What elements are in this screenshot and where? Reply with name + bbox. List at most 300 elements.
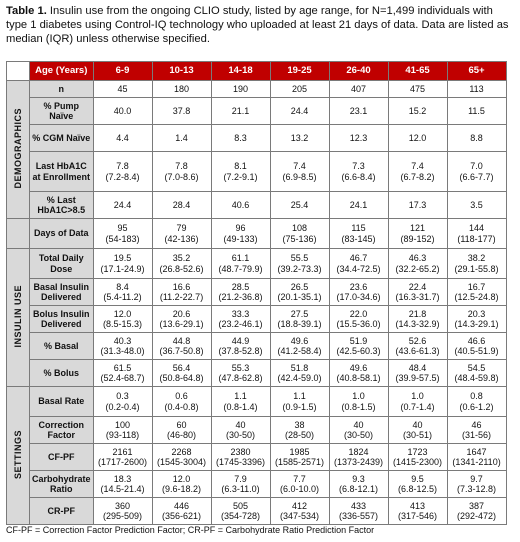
- median-value: 28.5: [231, 281, 250, 292]
- value-cell: [270, 387, 329, 417]
- iqr-value: (34.4-72.5): [336, 263, 381, 274]
- median-value: 2380: [230, 446, 251, 457]
- col-header: 65+: [447, 62, 506, 81]
- table-row: [7, 333, 507, 360]
- col-header: 41-65: [388, 62, 447, 81]
- table-row: [7, 387, 507, 417]
- iqr-value: (14.3-32.9): [395, 319, 440, 329]
- median-value: 9.7: [470, 473, 483, 484]
- value-cell: [270, 81, 329, 98]
- median-value: 7.0: [470, 161, 483, 172]
- value-cell: [211, 387, 270, 417]
- median-value: 412: [292, 500, 308, 511]
- value-cell: [447, 360, 506, 387]
- value-cell: [211, 125, 270, 152]
- median-value: 96: [235, 223, 246, 234]
- value-cell: [211, 498, 270, 525]
- iqr-value: (1373-2439): [333, 457, 384, 467]
- iqr-value: (28-50): [285, 430, 315, 440]
- value-cell: [270, 417, 329, 444]
- iqr-value: (32.2-65.2): [395, 263, 440, 274]
- median-value: 56.4: [172, 362, 191, 373]
- iqr-value: (8.5-15.3): [103, 319, 143, 329]
- table-body: [7, 81, 507, 525]
- iqr-value: (29.1-55.8): [454, 263, 499, 274]
- median-value: 79: [176, 223, 187, 234]
- median-value: 51.9: [349, 335, 368, 346]
- value-cell: [388, 498, 447, 525]
- row-label: Carbohydrate Ratio: [30, 471, 94, 498]
- value-cell: [152, 219, 211, 249]
- value-cell: [93, 125, 152, 152]
- value-cell: [447, 306, 506, 333]
- value-cell: [152, 417, 211, 444]
- value-cell: [152, 471, 211, 498]
- data-table: [6, 61, 507, 525]
- iqr-value: (31-56): [462, 430, 492, 440]
- median-value: 37.8: [172, 105, 191, 116]
- iqr-value: (17.1-24.9): [100, 263, 145, 274]
- median-value: 16.6: [172, 281, 191, 292]
- value-cell: [211, 249, 270, 279]
- value-cell: [152, 125, 211, 152]
- value-cell: [270, 333, 329, 360]
- iqr-value: (14.5-21.4): [100, 484, 145, 494]
- iqr-value: (0.8-1.4): [223, 401, 258, 412]
- value-cell: [329, 387, 388, 417]
- median-value: 61.1: [231, 253, 250, 264]
- value-cell: [93, 333, 152, 360]
- median-value: 21.8: [408, 308, 427, 319]
- value-cell: [211, 306, 270, 333]
- median-value: 7.8: [116, 161, 129, 172]
- median-value: 190: [233, 83, 249, 94]
- iqr-value: (49-133): [223, 233, 258, 244]
- row-label: % Bolus: [30, 360, 94, 387]
- iqr-value: (6.8-12.5): [398, 484, 438, 494]
- median-value: 46.3: [408, 253, 427, 264]
- value-cell: [93, 444, 152, 471]
- row-label: Basal Insulin Delivered: [30, 279, 94, 306]
- table-row: [7, 498, 507, 525]
- table-row: [7, 360, 507, 387]
- table-row: [7, 417, 507, 444]
- median-value: 9.3: [352, 473, 365, 484]
- iqr-value: (40.8-58.1): [336, 373, 381, 383]
- iqr-value: (30-50): [226, 430, 256, 440]
- median-value: 446: [174, 500, 190, 511]
- median-value: 19.5: [113, 253, 132, 264]
- row-label: CR-PF: [30, 498, 94, 525]
- value-cell: [329, 98, 388, 125]
- median-value: 12.0: [172, 473, 191, 484]
- corner-cell: [7, 62, 30, 81]
- value-cell: [388, 444, 447, 471]
- iqr-value: (6.0-10.0): [280, 484, 320, 494]
- median-value: 55.5: [290, 253, 309, 264]
- iqr-value: (11.2-22.7): [159, 292, 204, 302]
- median-value: 1.4: [175, 132, 188, 143]
- median-value: 387: [469, 500, 485, 511]
- table-row: [7, 152, 507, 192]
- iqr-value: (48.4-59.8): [454, 373, 499, 383]
- col-header: 26-40: [329, 62, 388, 81]
- median-value: 16.7: [467, 281, 486, 292]
- value-cell: [388, 306, 447, 333]
- value-cell: [329, 306, 388, 333]
- group-blank: [7, 219, 30, 249]
- value-cell: [93, 219, 152, 249]
- median-value: 0.8: [470, 391, 483, 402]
- median-value: 23.1: [349, 105, 368, 116]
- iqr-value: (6.9-8.5): [282, 171, 317, 182]
- median-value: 51.8: [290, 362, 309, 373]
- value-cell: [447, 81, 506, 98]
- value-cell: [211, 444, 270, 471]
- median-value: 7.8: [175, 161, 188, 172]
- median-value: 8.3: [234, 132, 247, 143]
- table-row: [7, 98, 507, 125]
- median-value: 27.5: [290, 308, 309, 319]
- value-cell: [152, 333, 211, 360]
- value-cell: [93, 417, 152, 444]
- iqr-value: (15.5-36.0): [336, 319, 381, 329]
- row-label: % Last HbA1C>8.5: [30, 192, 94, 219]
- value-cell: [447, 471, 506, 498]
- median-value: 1.0: [352, 391, 365, 402]
- iqr-value: (6.3-11.0): [221, 484, 260, 494]
- median-value: 8.8: [470, 132, 483, 143]
- iqr-value: (21.2-36.8): [218, 292, 263, 302]
- row-label: Basal Rate: [30, 387, 94, 417]
- median-value: 28.4: [172, 199, 191, 210]
- value-cell: [211, 333, 270, 360]
- value-cell: [211, 279, 270, 306]
- value-cell: [152, 279, 211, 306]
- iqr-value: (89-152): [400, 233, 435, 244]
- value-cell: [152, 192, 211, 219]
- value-cell: [329, 498, 388, 525]
- value-cell: [447, 98, 506, 125]
- col-header: 10-13: [152, 62, 211, 81]
- value-cell: [270, 498, 329, 525]
- median-value: 413: [410, 500, 426, 511]
- group-insulin-use: [7, 249, 30, 387]
- iqr-value: (16.3-31.7): [395, 292, 440, 302]
- value-cell: [270, 125, 329, 152]
- median-value: 46.6: [467, 335, 486, 346]
- iqr-value: (26.8-52.6): [159, 263, 204, 274]
- median-value: 180: [174, 83, 190, 94]
- iqr-value: (20.1-35.1): [277, 292, 322, 302]
- value-cell: [447, 279, 506, 306]
- iqr-value: (43.6-61.3): [395, 346, 440, 356]
- value-cell: [329, 279, 388, 306]
- value-cell: [388, 249, 447, 279]
- iqr-value: (356-621): [162, 511, 202, 521]
- value-cell: [388, 81, 447, 98]
- value-cell: [211, 192, 270, 219]
- iqr-value: (50.8-64.8): [159, 373, 204, 383]
- value-cell: [152, 152, 211, 192]
- value-cell: [152, 444, 211, 471]
- value-cell: [93, 249, 152, 279]
- median-value: 2268: [171, 446, 192, 457]
- row-label: % CGM Naïve: [30, 125, 94, 152]
- value-cell: [93, 306, 152, 333]
- median-value: 52.6: [408, 335, 427, 346]
- median-value: 1647: [466, 446, 487, 457]
- iqr-value: (292-472): [457, 511, 497, 521]
- value-cell: [270, 360, 329, 387]
- median-value: 1824: [348, 446, 369, 457]
- median-value: 35.2: [172, 253, 191, 264]
- row-label: Total Daily Dose: [30, 249, 94, 279]
- row-label: % Basal: [30, 333, 94, 360]
- iqr-value: (41.2-58.4): [277, 346, 322, 356]
- table-row: [7, 81, 507, 98]
- value-cell: [329, 125, 388, 152]
- median-value: 360: [115, 500, 131, 511]
- median-value: 21.1: [231, 105, 250, 116]
- table-row: [7, 219, 507, 249]
- median-value: 22.0: [349, 308, 368, 319]
- median-value: 1723: [407, 446, 428, 457]
- iqr-value: (30-50): [344, 430, 374, 440]
- median-value: 1.0: [411, 391, 424, 402]
- value-cell: [388, 279, 447, 306]
- median-value: 95: [117, 223, 128, 234]
- iqr-value: (0.6-1.2): [459, 401, 494, 412]
- iqr-value: (31.3-48.0): [100, 346, 145, 356]
- row-label: n: [30, 81, 94, 98]
- footnote: CF-PF = Correction Factor Prediction Factor; CR-PF = Carbohydrate Ratio Prediction Factor: [6, 525, 375, 535]
- median-value: 46: [471, 419, 482, 430]
- median-value: 7.9: [234, 473, 247, 484]
- iqr-value: (46-80): [167, 430, 197, 440]
- median-value: 60: [176, 419, 187, 430]
- median-value: 18.3: [113, 473, 132, 484]
- iqr-value: (42-136): [164, 233, 199, 244]
- value-cell: [93, 471, 152, 498]
- value-cell: [329, 417, 388, 444]
- iqr-value: (39.2-73.3): [277, 263, 322, 274]
- value-cell: [388, 417, 447, 444]
- iqr-value: (6.6-8.4): [341, 171, 376, 182]
- median-value: 24.4: [290, 105, 309, 116]
- iqr-value: (47.8-62.8): [218, 373, 263, 383]
- median-value: 505: [233, 500, 249, 511]
- iqr-value: (83-145): [341, 233, 376, 244]
- table-row: [7, 306, 507, 333]
- value-cell: [270, 192, 329, 219]
- iqr-value: (17.0-34.6): [336, 292, 381, 302]
- value-cell: [270, 444, 329, 471]
- median-value: 20.6: [172, 308, 191, 319]
- median-value: 44.8: [172, 335, 191, 346]
- value-cell: [152, 498, 211, 525]
- value-cell: [270, 471, 329, 498]
- row-label: Last HbA1C at Enrollment: [30, 152, 94, 192]
- iqr-value: (13.6-29.1): [159, 319, 204, 329]
- age-header: Age (Years): [30, 62, 94, 81]
- median-value: 40: [412, 419, 423, 430]
- median-value: 100: [115, 419, 131, 430]
- median-value: 1.1: [293, 391, 306, 402]
- iqr-value: (347-534): [280, 511, 320, 521]
- median-value: 49.6: [349, 362, 368, 373]
- value-cell: [211, 152, 270, 192]
- median-value: 45: [117, 83, 128, 94]
- iqr-value: (0.2-0.4): [105, 401, 140, 412]
- median-value: 108: [292, 223, 308, 234]
- iqr-value: (40.5-51.9): [454, 346, 499, 356]
- iqr-value: (52.4-68.7): [100, 373, 145, 383]
- value-cell: [447, 498, 506, 525]
- iqr-value: (1545-3004): [156, 457, 207, 467]
- median-value: 44.9: [231, 335, 250, 346]
- median-value: 38: [294, 419, 305, 430]
- value-cell: [93, 360, 152, 387]
- value-cell: [270, 219, 329, 249]
- value-cell: [329, 249, 388, 279]
- value-cell: [270, 279, 329, 306]
- median-value: 0.3: [116, 391, 129, 402]
- median-value: 40.3: [113, 335, 132, 346]
- median-value: 121: [410, 223, 426, 234]
- median-value: 7.7: [293, 473, 306, 484]
- iqr-value: (48.7-79.9): [218, 263, 263, 274]
- iqr-value: (42.4-59.0): [277, 373, 322, 383]
- value-cell: [270, 249, 329, 279]
- iqr-value: (39.9-57.5): [395, 373, 440, 383]
- median-value: 12.0: [113, 308, 132, 319]
- iqr-value: (6.8-12.1): [339, 484, 379, 494]
- median-value: 12.0: [408, 132, 427, 143]
- median-value: 25.4: [290, 199, 309, 210]
- group-label: SETTINGS: [12, 429, 23, 479]
- iqr-value: (7.2-9.1): [223, 171, 258, 182]
- iqr-value: (12.5-24.8): [454, 292, 499, 302]
- value-cell: [388, 125, 447, 152]
- value-cell: [93, 279, 152, 306]
- median-value: 33.3: [231, 308, 250, 319]
- group-label: INSULIN USE: [12, 285, 23, 348]
- iqr-value: (354-728): [221, 511, 261, 521]
- median-value: 40.6: [231, 199, 250, 210]
- value-cell: [329, 152, 388, 192]
- iqr-value: (9.6-18.2): [162, 484, 202, 494]
- value-cell: [211, 81, 270, 98]
- col-header: 6-9: [93, 62, 152, 81]
- median-value: 4.4: [116, 132, 129, 143]
- iqr-value: (0.8-1.5): [341, 401, 376, 412]
- median-value: 48.4: [408, 362, 427, 373]
- median-value: 113: [469, 83, 484, 94]
- value-cell: [447, 249, 506, 279]
- median-value: 7.4: [411, 161, 424, 172]
- value-cell: [388, 333, 447, 360]
- iqr-value: (75-136): [282, 233, 317, 244]
- caption-label: Table 1.: [6, 5, 47, 17]
- iqr-value: (93-118): [105, 430, 140, 440]
- median-value: 15.2: [408, 105, 427, 116]
- iqr-value: (7.3-12.8): [457, 484, 497, 494]
- iqr-value: (6.7-8.2): [400, 171, 435, 182]
- median-value: 22.4: [408, 281, 427, 292]
- median-value: 61.5: [113, 362, 132, 373]
- value-cell: [211, 98, 270, 125]
- iqr-value: (0.4-0.8): [164, 401, 199, 412]
- median-value: 26.5: [290, 281, 309, 292]
- iqr-value: (42.5-60.3): [336, 346, 381, 356]
- value-cell: [329, 333, 388, 360]
- median-value: 17.3: [408, 199, 427, 210]
- table-row: [7, 249, 507, 279]
- row-label: Days of Data: [30, 219, 94, 249]
- median-value: 24.1: [349, 199, 368, 210]
- median-value: 7.3: [352, 161, 365, 172]
- median-value: 2161: [112, 446, 133, 457]
- value-cell: [388, 219, 447, 249]
- median-value: 9.5: [411, 473, 424, 484]
- median-value: 40: [353, 419, 364, 430]
- iqr-value: (317-546): [398, 511, 438, 521]
- table-row: [7, 125, 507, 152]
- value-cell: [93, 387, 152, 417]
- median-value: 54.5: [467, 362, 486, 373]
- iqr-value: (37.8-52.8): [218, 346, 263, 356]
- value-cell: [211, 360, 270, 387]
- value-cell: [447, 333, 506, 360]
- value-cell: [93, 192, 152, 219]
- median-value: 13.2: [290, 132, 309, 143]
- value-cell: [388, 360, 447, 387]
- iqr-value: (18.8-39.1): [277, 319, 322, 329]
- value-cell: [329, 192, 388, 219]
- value-cell: [447, 152, 506, 192]
- iqr-value: (23.2-46.1): [218, 319, 263, 329]
- value-cell: [447, 219, 506, 249]
- value-cell: [93, 81, 152, 98]
- value-cell: [329, 444, 388, 471]
- value-cell: [93, 152, 152, 192]
- value-cell: [447, 125, 506, 152]
- value-cell: [270, 306, 329, 333]
- iqr-value: (14.3-29.1): [454, 319, 499, 329]
- median-value: 12.3: [349, 132, 368, 143]
- value-cell: [270, 152, 329, 192]
- row-label: CF-PF: [30, 444, 94, 471]
- median-value: 433: [351, 500, 367, 511]
- median-value: 407: [351, 83, 367, 94]
- median-value: 40: [235, 419, 246, 430]
- iqr-value: (1717-2600): [97, 457, 148, 467]
- iqr-value: (1415-2300): [392, 457, 443, 467]
- value-cell: [211, 219, 270, 249]
- value-cell: [329, 81, 388, 98]
- col-header: 19-25: [270, 62, 329, 81]
- iqr-value: (1745-3396): [215, 457, 266, 467]
- value-cell: [152, 387, 211, 417]
- value-cell: [447, 387, 506, 417]
- value-cell: [329, 219, 388, 249]
- iqr-value: (295-509): [103, 511, 143, 521]
- value-cell: [388, 98, 447, 125]
- row-label: Bolus Insulin Delivered: [30, 306, 94, 333]
- median-value: 38.2: [467, 253, 486, 264]
- median-value: 20.3: [467, 308, 486, 319]
